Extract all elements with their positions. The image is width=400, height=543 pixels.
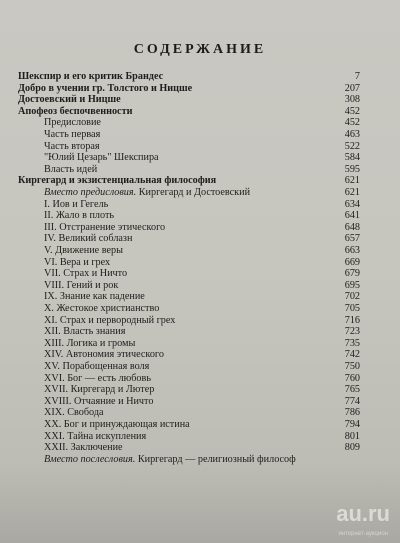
- toc-page-number: 663: [344, 245, 360, 256]
- toc-page-number: 207: [344, 82, 360, 94]
- toc-page-number: 7: [354, 71, 360, 82]
- toc-entry-title: Предисловие: [44, 117, 101, 129]
- toc-page-number: 679: [344, 268, 360, 280]
- toc-entry-title: Часть первая: [44, 129, 101, 140]
- toc-page-number: 774: [344, 395, 360, 407]
- toc-subsection: [0, 453, 400, 467]
- toc-entry-title: I. Иов и Гегель: [44, 198, 109, 210]
- page-heading: СОДЕРЖАНИЕ: [133, 42, 267, 57]
- toc-entry-title: XIV. Автономия этического: [44, 349, 164, 361]
- toc-entry-title: VI. Вера и грех: [44, 256, 111, 268]
- toc-entry-title: XIX. Свобода: [44, 407, 104, 419]
- toc-entry-title: XIII. Логика и громы: [44, 337, 136, 349]
- toc-entry-title: X. Жестокое христианство: [44, 303, 160, 314]
- watermark-logo: au.ru: [336, 501, 390, 526]
- toc-entry-title: Достоевский и Ницше: [18, 94, 121, 106]
- toc-page-number: 308: [344, 94, 360, 106]
- toc-page-number: 695: [344, 279, 360, 291]
- toc-entry-title: Вместо послесловия. Киргегард — религиозный философ: [44, 453, 296, 465]
- toc-entry-title: Добро в учении гр. Толстого и Ницше: [18, 82, 193, 94]
- toc-page-number: 621: [344, 175, 360, 187]
- toc-page-number: 452: [344, 105, 360, 117]
- toc-entry-title: III. Отстранение этического: [44, 221, 166, 233]
- toc-page-number: 794: [344, 419, 360, 430]
- toc-page-number: 760: [344, 372, 360, 384]
- toc-page-number: 801: [344, 430, 360, 442]
- toc-entry-title: XII. Власть знания: [44, 326, 126, 338]
- watermark-subtitle: интернет-аукцион: [338, 531, 388, 537]
- toc-entry-title: Шекспир и его критик Брандес: [18, 71, 164, 82]
- toc-entry-title: XVI. Бог — есть любовь: [44, 372, 151, 384]
- toc-entry-title: Киргегард и экзистенциальная философия: [18, 175, 217, 187]
- toc-entry-title: XVII. Киргегард и Лютер: [44, 384, 155, 396]
- toc-page-number: 702: [344, 291, 360, 303]
- toc-page-number: 584: [344, 152, 360, 164]
- toc-page-number: 750: [344, 361, 360, 372]
- toc-page-number: 669: [344, 256, 360, 268]
- toc-page-number: 786: [344, 407, 360, 419]
- toc-entry-title: Вместо предисловия. Киргегард и Достоевский: [44, 187, 251, 198]
- toc-page-number: 705: [344, 303, 360, 314]
- toc-entry-title: IV. Великий соблазн: [44, 233, 133, 245]
- toc-entry-title: VII. Страх и Ничто: [44, 268, 128, 280]
- toc-page-number: 463: [344, 129, 360, 140]
- toc-page-number: 595: [344, 163, 360, 175]
- toc-entry-title: XXI. Тайна искупления: [44, 430, 147, 442]
- toc-entry-title: II. Жало в плоть: [44, 210, 115, 222]
- toc-page-number: 634: [344, 198, 360, 210]
- toc-page-number: 723: [344, 326, 360, 338]
- toc-entry-title: "Юлий Цезарь" Шекспира: [44, 152, 159, 164]
- toc-entry-title: VIII. Гений и рок: [44, 279, 119, 291]
- toc-page-number: 621: [344, 187, 360, 198]
- toc-page-number: 742: [344, 349, 360, 361]
- toc-entry-title: IX. Знание как падение: [44, 291, 145, 303]
- toc-entry-title: XI. Страх и первородный грех: [44, 314, 176, 326]
- toc-page-number: 809: [344, 442, 360, 454]
- toc-page-number: 452: [344, 117, 360, 129]
- toc-page-number: 735: [344, 337, 360, 349]
- toc-entry-title: XXII. Заключение: [44, 442, 123, 454]
- toc-entry-title: XVIII. Отчаяние и Ничто: [44, 395, 154, 407]
- toc-entry-title: XV. Порабощенная воля: [44, 361, 150, 372]
- toc-entry-title: V. Движение веры: [44, 245, 123, 256]
- toc-entry-title: XX. Бог и принуждающая истина: [44, 419, 190, 430]
- toc-page-number: 641: [344, 210, 360, 222]
- toc-page-number: 765: [344, 384, 360, 396]
- toc-entry-title: Апофеоз беспочвенности: [18, 105, 133, 117]
- toc-page-number: 657: [344, 233, 360, 245]
- toc-page-number: 716: [344, 314, 360, 326]
- toc-entry-title: Власть идей: [44, 163, 98, 175]
- toc-page-number: 522: [344, 140, 360, 152]
- toc-page-number: 648: [344, 221, 360, 233]
- toc-entry-title: Часть вторая: [44, 140, 100, 152]
